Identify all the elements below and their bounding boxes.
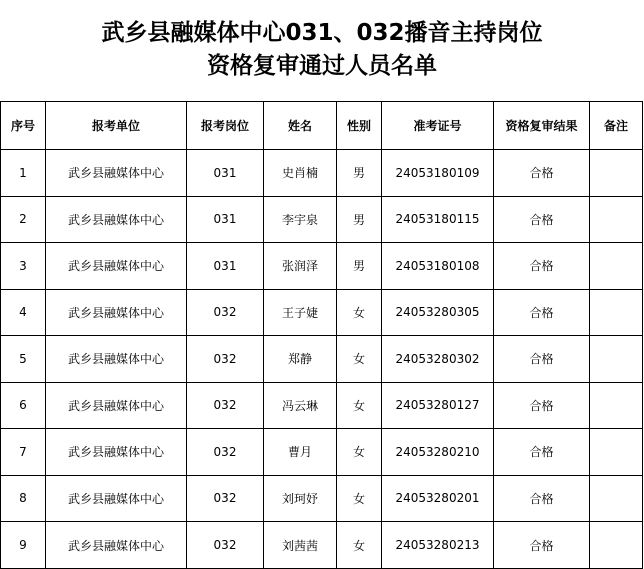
table-row xyxy=(1,522,643,569)
cell-unit: 武乡县融媒体中心 xyxy=(46,429,187,476)
table-row xyxy=(1,475,643,522)
cell-result: 合格 xyxy=(494,243,590,290)
cell-remark xyxy=(590,243,643,290)
cell-remark xyxy=(590,336,643,383)
cell-result: 合格 xyxy=(494,382,590,429)
cell-result: 合格 xyxy=(494,475,590,522)
table-row xyxy=(1,336,643,383)
cell-name: 冯云琳 xyxy=(264,382,337,429)
cell-gender: 男 xyxy=(337,196,382,243)
cell-ticket: 24053180115 xyxy=(382,196,494,243)
cell-post: 032 xyxy=(187,522,264,569)
cell-remark xyxy=(590,150,643,197)
table-header-row xyxy=(1,102,643,150)
cell-name: 王子婕 xyxy=(264,289,337,336)
table-row xyxy=(1,429,643,476)
cell-post: 031 xyxy=(187,243,264,290)
cell-result: 合格 xyxy=(494,289,590,336)
cell-index: 8 xyxy=(1,475,46,522)
table-row xyxy=(1,243,643,290)
header-ticket: 准考证号 xyxy=(382,102,494,150)
header-gender: 性别 xyxy=(337,102,382,150)
cell-unit: 武乡县融媒体中心 xyxy=(46,382,187,429)
cell-ticket: 24053280127 xyxy=(382,382,494,429)
cell-index: 1 xyxy=(1,150,46,197)
cell-unit: 武乡县融媒体中心 xyxy=(46,522,187,569)
document-title-line1: 武乡县融媒体中心031、032播音主持岗位 xyxy=(101,20,543,46)
cell-ticket: 24053280210 xyxy=(382,429,494,476)
cell-ticket: 24053280201 xyxy=(382,475,494,522)
table-row xyxy=(1,289,643,336)
cell-index: 3 xyxy=(1,243,46,290)
cell-gender: 女 xyxy=(337,429,382,476)
cell-ticket: 24053280213 xyxy=(382,522,494,569)
cell-index: 6 xyxy=(1,382,46,429)
cell-name: 曹月 xyxy=(264,429,337,476)
table-row xyxy=(1,382,643,429)
cell-index: 5 xyxy=(1,336,46,383)
cell-gender: 女 xyxy=(337,522,382,569)
cell-gender: 男 xyxy=(337,243,382,290)
cell-name: 史肖楠 xyxy=(264,150,337,197)
cell-name: 李宇泉 xyxy=(264,196,337,243)
cell-unit: 武乡县融媒体中心 xyxy=(46,336,187,383)
cell-ticket: 24053180108 xyxy=(382,243,494,290)
cell-name: 刘珂妤 xyxy=(264,475,337,522)
cell-unit: 武乡县融媒体中心 xyxy=(46,243,187,290)
cell-remark xyxy=(590,522,643,569)
header-result: 资格复审结果 xyxy=(494,102,590,150)
cell-index: 4 xyxy=(1,289,46,336)
cell-result: 合格 xyxy=(494,522,590,569)
cell-remark xyxy=(590,382,643,429)
cell-post: 031 xyxy=(187,196,264,243)
cell-post: 032 xyxy=(187,336,264,383)
cell-unit: 武乡县融媒体中心 xyxy=(46,150,187,197)
header-index: 序号 xyxy=(1,102,46,150)
cell-gender: 男 xyxy=(337,150,382,197)
cell-index: 7 xyxy=(1,429,46,476)
table-row xyxy=(1,150,643,197)
cell-gender: 女 xyxy=(337,336,382,383)
cell-post: 032 xyxy=(187,382,264,429)
cell-gender: 女 xyxy=(337,289,382,336)
cell-name: 刘茜茜 xyxy=(264,522,337,569)
cell-post: 032 xyxy=(187,289,264,336)
cell-result: 合格 xyxy=(494,429,590,476)
cell-index: 2 xyxy=(1,196,46,243)
document-title-line2: 资格复审通过人员名单 xyxy=(207,53,437,79)
cell-remark xyxy=(590,289,643,336)
cell-result: 合格 xyxy=(494,150,590,197)
cell-name: 张润泽 xyxy=(264,243,337,290)
table-row xyxy=(1,196,643,243)
cell-remark xyxy=(590,196,643,243)
cell-name: 郑静 xyxy=(264,336,337,383)
cell-ticket: 24053280302 xyxy=(382,336,494,383)
cell-ticket: 24053280305 xyxy=(382,289,494,336)
cell-post: 032 xyxy=(187,429,264,476)
cell-result: 合格 xyxy=(494,196,590,243)
header-post: 报考岗位 xyxy=(187,102,264,150)
cell-unit: 武乡县融媒体中心 xyxy=(46,289,187,336)
header-remark: 备注 xyxy=(590,102,643,150)
cell-result: 合格 xyxy=(494,336,590,383)
cell-remark xyxy=(590,475,643,522)
qualified-candidates-table xyxy=(0,101,643,569)
cell-ticket: 24053180109 xyxy=(382,150,494,197)
cell-gender: 女 xyxy=(337,382,382,429)
cell-remark xyxy=(590,429,643,476)
header-name: 姓名 xyxy=(264,102,337,150)
cell-unit: 武乡县融媒体中心 xyxy=(46,475,187,522)
cell-gender: 女 xyxy=(337,475,382,522)
cell-post: 032 xyxy=(187,475,264,522)
cell-unit: 武乡县融媒体中心 xyxy=(46,196,187,243)
cell-post: 031 xyxy=(187,150,264,197)
cell-index: 9 xyxy=(1,522,46,569)
header-unit: 报考单位 xyxy=(46,102,187,150)
